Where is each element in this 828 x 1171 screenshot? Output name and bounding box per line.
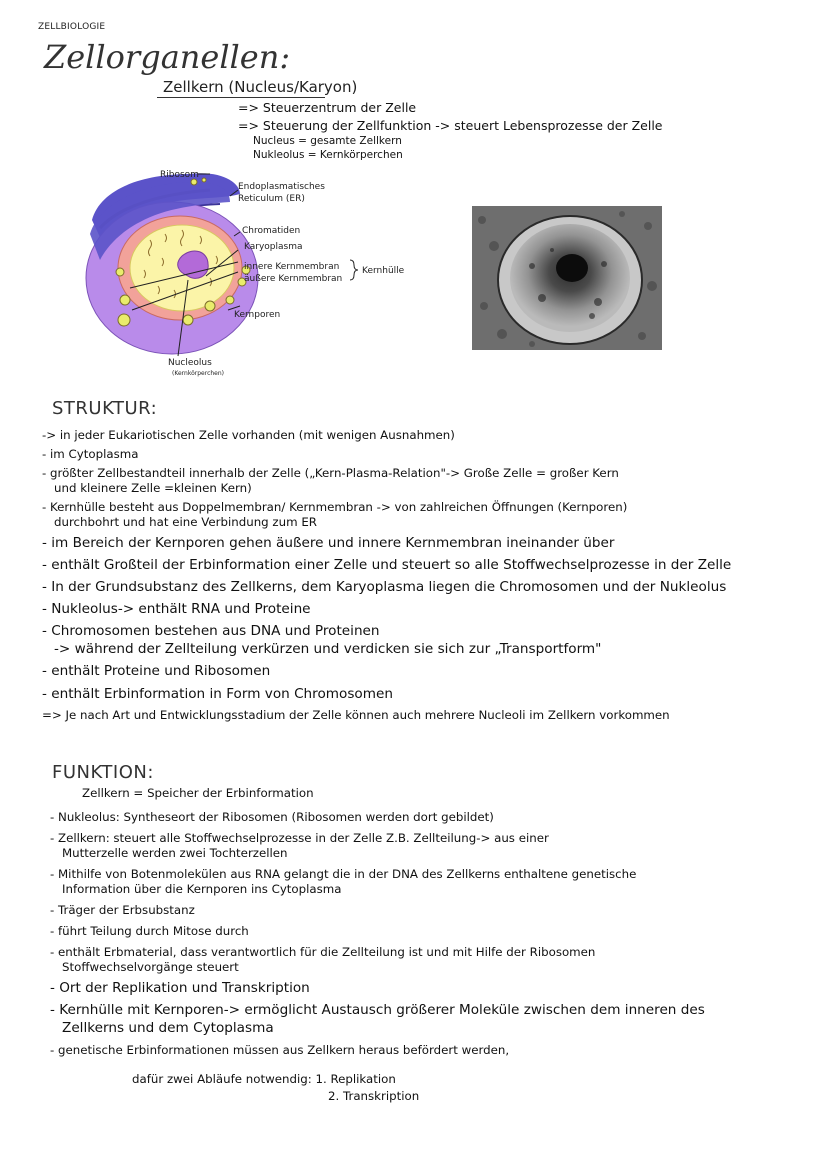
list-item <box>42 578 802 596</box>
label-kernhuelle: Kernhülle <box>362 266 405 276</box>
list-item-line: - enthält Großteil der Erbinformation einer Zelle und steuert so alle Stoffwechselprozesse in der Zelle <box>42 557 732 573</box>
list-item <box>50 924 810 939</box>
intro-line-3: Nucleus = gesamte Zellkern <box>253 135 402 147</box>
label-er-2: Reticulum (ER) <box>238 194 305 204</box>
label-innere: innere Kernmembran <box>244 262 340 272</box>
list-item-line: - Ort der Replikation und Transkription <box>50 980 310 996</box>
list-item-line: - Träger der Erbsubstanz <box>50 903 195 917</box>
list-item <box>50 810 810 825</box>
struktur-heading: STRUKTUR: <box>52 398 158 419</box>
intro-line-1: => Steuerzentrum der Zelle <box>238 100 417 115</box>
list-item <box>50 903 810 918</box>
label-aeussere: äußere Kernmembran <box>244 274 343 284</box>
list-item-line: Mutterzelle werden zwei Tochterzellen <box>62 846 288 860</box>
list-item-line: - im Bereich der Kernporen gehen äußere und innere Kernmembran ineinander über <box>42 535 615 551</box>
list-item <box>50 945 810 975</box>
list-item-line: - Chromosomen bestehen aus DNA und Proteinen <box>42 623 380 639</box>
list-item-line: - enthält Proteine und Ribosomen <box>42 663 271 679</box>
list-item <box>42 662 802 680</box>
label-nucleolus-sub: (Kernkörperchen) <box>172 370 225 377</box>
funktion-list <box>50 810 810 1064</box>
list-item-line: Stoffwechselvorgänge steuert <box>62 960 239 974</box>
list-item-line: - enthält Erbmaterial, dass verantwortlich für die Zellteilung ist und mit Hilfe der Ribosomen <box>50 945 596 959</box>
list-item-line: und kleinere Zelle =kleinen Kern) <box>54 481 252 495</box>
label-nucleolus: Nucleolus <box>168 358 212 368</box>
list-item-line: -> in jeder Eukariotischen Zelle vorhanden (mit wenigen Ausnahmen) <box>42 428 455 442</box>
list-item <box>42 622 802 658</box>
list-item <box>50 1043 810 1058</box>
micrograph-image <box>472 206 662 350</box>
list-item-line: - genetische Erbinformationen müssen aus Zellkern heraus befördert werden, <box>50 1043 510 1057</box>
label-er-1: Endoplasmatisches <box>238 182 325 192</box>
list-item-line: durchbohrt und hat eine Verbindung zum ER <box>54 515 317 529</box>
list-item-line: - In der Grundsubstanz des Zellkerns, dem Karyoplasma liegen die Chromosomen und der Nukleolus <box>42 579 727 595</box>
list-item-line: Information über die Kernporen ins Cytoplasma <box>62 882 342 896</box>
main-title: Zellorganellen: <box>44 38 291 76</box>
list-item-line: - Mithilfe von Botenmolekülen aus RNA gelangt die in der DNA des Zellkerns enthaltene genetische <box>50 867 637 881</box>
list-item <box>42 428 802 443</box>
list-item <box>42 556 802 574</box>
list-item <box>42 534 802 552</box>
subtitle: Zellkern (Nucleus/Karyon) <box>163 78 358 96</box>
list-item-line: - Nukleolus: Syntheseort der Ribosomen (Ribosomen werden dort gebildet) <box>50 810 494 824</box>
list-item <box>50 867 810 897</box>
label-karyoplasma: Karyoplasma <box>244 242 303 252</box>
list-item-line: Zellkerns und dem Cytoplasma <box>62 1020 274 1036</box>
intro-line-2: => Steuerung der Zellfunktion -> steuert Lebensprozesse der Zelle <box>238 118 663 133</box>
funktion-sub: Zellkern = Speicher der Erbinformation <box>82 786 314 800</box>
list-item-line: - im Cytoplasma <box>42 447 139 461</box>
funktion-closing-2: 2. Transkription <box>328 1089 420 1103</box>
list-item <box>42 685 802 703</box>
list-item-line: - Zellkern: steuert alle Stoffwechselprozesse in der Zelle Z.B. Zellteilung-> aus einer <box>50 831 549 845</box>
list-item <box>42 466 802 496</box>
list-item <box>42 500 802 530</box>
intro-line-4: Nukleolus = Kernkörperchen <box>253 149 403 161</box>
funktion-closing: dafür zwei Abläufe notwendig: 1. Replikation <box>132 1072 396 1086</box>
label-chromatiden: Chromatiden <box>242 226 301 236</box>
label-kernporen: Kernporen <box>234 310 281 320</box>
funktion-heading: FUNKTION: <box>52 762 154 783</box>
list-item <box>50 979 810 997</box>
list-item <box>42 708 802 723</box>
list-item-line: => Je nach Art und Entwicklungsstadium der Zelle können auch mehrere Nucleoli im Zellkern vorkommen <box>42 708 670 722</box>
list-item <box>50 1001 810 1037</box>
list-item <box>42 600 802 618</box>
label-ribosom: Ribosom <box>160 170 199 180</box>
list-item <box>42 447 802 462</box>
list-item-line: - führt Teilung durch Mitose durch <box>50 924 249 938</box>
list-item-line: - Kernhülle besteht aus Doppelmembran/ Kernmembran -> von zahlreichen Öffnungen (Kernporen) <box>42 500 628 514</box>
header-tag: ZELLBIOLOGIE <box>38 22 106 32</box>
list-item-line: - größter Zellbestandteil innerhalb der Zelle („Kern-Plasma-Relation"-> Große Zelle = großer Kern <box>42 466 619 480</box>
list-item <box>50 831 810 861</box>
list-item-line: - Kernhülle mit Kernporen-> ermöglicht Austausch größerer Moleküle zwischen dem inneren des <box>50 1002 705 1018</box>
subtitle-underline <box>157 97 325 98</box>
list-item-line: -> während der Zellteilung verkürzen und verdicken sie sich zur „Transportform" <box>54 641 602 657</box>
struktur-list <box>42 428 802 729</box>
list-item-line: - Nukleolus-> enthält RNA und Proteine <box>42 601 311 617</box>
list-item-line: - enthält Erbinformation in Form von Chromosomen <box>42 686 393 702</box>
